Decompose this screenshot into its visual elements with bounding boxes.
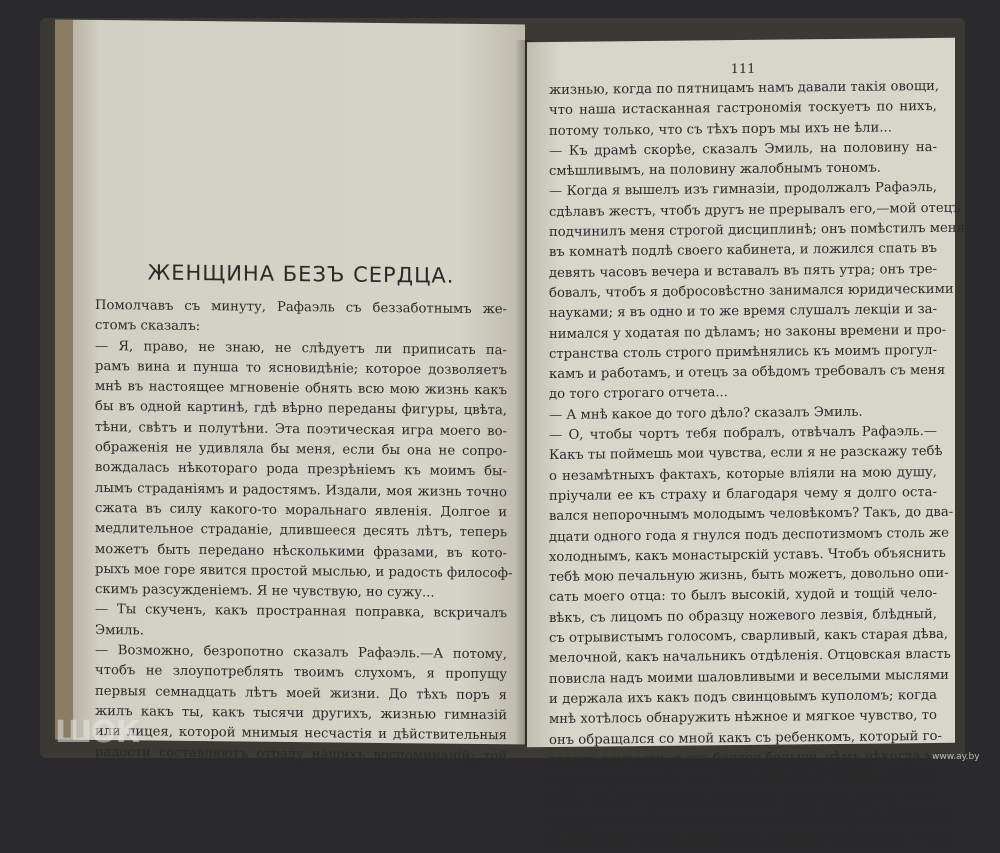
watermark-logo: ШОК [55, 715, 140, 750]
text-line: первыя семнадцать лѣтъ моей жизни. До тѣхъ поръ я [95, 683, 507, 703]
text-line: сжата въ силу какого-то моральнаго явленія. Долгое и [95, 500, 507, 521]
text-line: можетъ быть передано нѣсколькими фразами, въ кото- [95, 541, 507, 561]
text-line: жилъ какъ ты, какъ тысячи другихъ, жизнью гимназій [95, 703, 507, 724]
text-line: рыхъ мое горе явится простой мыслью, и радость философ- [95, 561, 513, 582]
text-line: потому только, что съ тѣхъ поръ мы ихъ не ѣли... [549, 120, 892, 139]
text-line: чтобъ не злоупотреблять твоимъ слухомъ, я пропущу [95, 663, 507, 683]
text-line: тѣни, свѣтъ и полутѣни. Эта поэтическая игра моего во- [95, 419, 507, 440]
text-line: рамъ вина и пунша то ясновидѣніе; которое дозволяетъ [95, 358, 507, 379]
left-page-text [95, 296, 513, 767]
text-line: — Возможно, безропотно сказалъ Рафаэль.—А потому, [95, 643, 507, 663]
text-line: до того строгаго отчета... [549, 385, 728, 403]
text-line: онъ обращался со мной какъ съ ребенкомъ, который го- [549, 728, 942, 748]
text-line: лѣтъ. Въ кангановомъ сюртукѣ, держась прямо, какъ [549, 789, 937, 809]
text-line: камъ и работамъ, и отецъ за обѣдомъ требовалъ съ меня [549, 363, 946, 383]
text-line: мнѣ въ настоящее мгновеніе обнять всю мою жизнь какъ [95, 379, 507, 399]
text-line: бовалъ, чтобъ я добросовѣстно занимался юридическими [549, 281, 954, 301]
text-line: — А мнѣ какое до того дѣло? сказалъ Эмиль. [549, 404, 863, 423]
text-line: — Ты скученъ, какъ пространная поправка, вскричалъ [95, 602, 507, 622]
text-line: медлительное страданіе, длившееся десять лѣтъ, теперь [95, 521, 507, 541]
text-line: мнѣ хотѣлось обнаружить нѣжное и мягкое чувство, то [549, 708, 937, 728]
text-line: девять часовъ вечера и вставалъ въ пять утра; онъ тре- [549, 261, 937, 281]
text-line: холоднымъ, какъ монастырскій уставъ. Чтобъ объяснить [549, 545, 946, 565]
left-page [55, 20, 525, 764]
site-credit: www.ay.by [932, 752, 980, 762]
text-line: мелочной, какъ начальникъ отдѣленія. Отцовская власть [549, 647, 951, 667]
text-line: жизнью, когда по пятницамъ намъ давали такія овощи, [549, 78, 940, 99]
text-line: Эмиль. [95, 622, 144, 639]
text-line: ображенія не удивляла бы меня, если бы она не сопро- [95, 440, 507, 460]
text-line: пасхальная свѣча, онъ походилъ на селедку, завернутую [549, 809, 947, 829]
text-line: нимался у ходатая по дѣламъ; но законы времени и про- [549, 322, 947, 342]
text-line: Помолчавъ съ минуту, Рафаэль съ беззаботнымъ же- [95, 297, 507, 318]
text-line: воритъ глупости; я его боялся больше, чѣмъ нѣкогда мы [549, 748, 946, 768]
text-line: Какъ ты поймешь мои чувства, если я не разскажу тебѣ [549, 444, 943, 464]
text-line: съ отрывистымъ голосомъ, сварливый, какъ старая дѣва, [549, 626, 949, 647]
text-line: странства столь строго примѣнялись къ моимъ прогул- [549, 342, 937, 362]
text-line: трусили учителей; для него мнѣ все еще было восемь [549, 769, 937, 789]
text-line: сать моего отца: то былъ высокій, худой и тощій чело- [549, 586, 937, 606]
text-line: повисла надъ моими шаловливыми и веселыми мыслями [549, 667, 949, 687]
text-line: о незамѣтныхъ фактахъ, которые вліяли на мою душу, [549, 464, 937, 484]
text-line: вался непорочнымъ молодымъ человѣкомъ? Такъ, до два- [549, 505, 954, 525]
text-line: пріучали ее къ страху и благодаря чему я долго оста- [549, 484, 937, 504]
text-line: скимъ разсужденіемъ. Я не чувствую, но сужу... [95, 582, 435, 601]
text-line: вождалась нѣкотораго рода презрѣніемъ къ моимъ бы- [95, 460, 507, 480]
text-line: вѣкъ, съ лицомъ по образцу ножевого лезвія, блѣдный, [549, 606, 937, 626]
page-number: 111 [730, 61, 756, 78]
text-line: въ красноватую обложку какого нибудь памфлета. И все [549, 829, 948, 849]
text-line: что наша истасканная гастрономія тоскуетъ по нихъ, [549, 99, 937, 119]
text-line: или лицея, которой мнимыя несчастія и дѣйствительныя [95, 724, 507, 744]
text-line: лымъ страданіямъ и радостямъ. Издали, моя жизнь точно [95, 480, 507, 500]
text-line: — Къ драмѣ скорѣе, сказалъ Эмиль, на половину на- [549, 139, 937, 159]
text-line: науками; я въ одно и то же время слушалъ лекціи и за- [549, 302, 937, 322]
text-line: тебѣ мою печальную жизнь, быть можетъ, довольно опи- [549, 565, 949, 586]
text-line: — Когда я вышелъ изъ гимназіи, продолжалъ Рафаэль, [549, 180, 937, 200]
text-line: радости составляютъ отраду нашихъ воспоминаній; той [95, 744, 507, 764]
text-line: въ комнатѣ подлѣ своего кабинета, и ложился спать въ [549, 241, 937, 261]
text-line: бы въ одной картинѣ, гдѣ вѣрно переданы фигуры, цвѣта, [95, 399, 507, 419]
text-line: стомъ сказалъ: [95, 318, 201, 335]
text-line: дцати одного года я гнулся подъ деспотизмомъ столь же [549, 525, 949, 545]
text-line: — О, чтобы чортъ тебя побралъ, отвѣчалъ Рафаэль.— [549, 423, 937, 444]
text-line: подчинилъ меня строгой дисциплинѣ; онъ помѣстилъ меня [549, 220, 965, 241]
chapter-title: ЖЕНЩИНА БЕЗЪ СЕРДЦА. [147, 260, 455, 288]
text-line: и держала ихъ какъ подъ свинцовымъ куполомъ; когда [549, 687, 937, 707]
text-line: смѣшливымъ, на половину жалобнымъ тономъ. [549, 160, 881, 180]
text-line: сдѣлавъ жестъ, чтобъ другъ не прерывалъ его,—мой отецъ [549, 200, 961, 220]
text-line: — Я, право, не знаю, не слѣдуетъ ли приписать па- [95, 338, 507, 358]
